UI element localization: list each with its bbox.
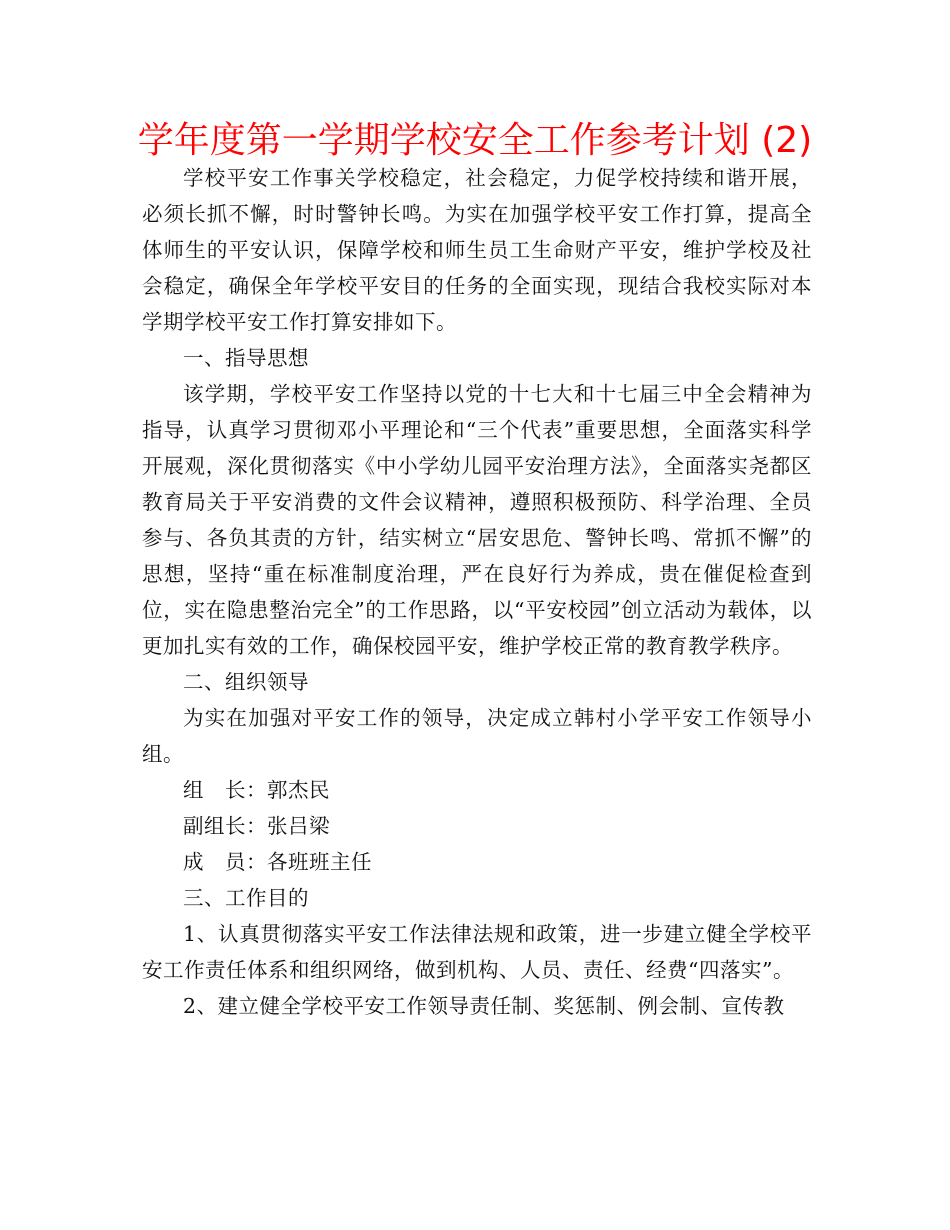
- deputy-leader-line: 副组长：张吕梁: [183, 814, 330, 838]
- intro-paragraph: 学校平安工作事关学校稳定，社会稳定，力促学校持续和谐开展，必须长抓不懈，时时警钟长鸣。为实在加强学校平安工作打算，提高全体师生的平安认识，保障学校和师生员工生命财产平安，维护学校及社会稳定，确保全年学校平安目的任务的全面实现，现结合我校实际对本学期学校平安工作打算安排如下。: [142, 166, 812, 334]
- goal-item-1: 1、认真贯彻落实平安工作法律法规和政策，进一步建立健全学校平安工作责任体系和组织网络，做到机构、人员、责任、经费“四落实”。: [142, 922, 812, 982]
- members-line: 成 员：各班班主任: [183, 850, 372, 874]
- document-body: [142, 160, 812, 1024]
- organization-paragraph: 为实在加强对平安工作的领导，决定成立韩村小学平安工作领导小组。: [142, 706, 812, 766]
- section-heading-organization: 二、组织领导: [183, 670, 309, 694]
- section-heading-guiding-thought: 一、指导思想: [183, 346, 309, 370]
- document-title: 学年度第一学期学校安全工作参考计划 (2): [137, 120, 813, 161]
- goal-item-2: 2、建立健全学校平安工作领导责任制、奖惩制、例会制、宣传教: [183, 994, 785, 1018]
- section-heading-work-goals: 三、工作目的: [183, 886, 309, 910]
- guiding-thought-paragraph: 该学期，学校平安工作坚持以党的十七大和十七届三中全会精神为指导，认真学习贯彻邓小平理论和“三个代表”重要思想，全面落实科学开展观，深化贯彻落实《中小学幼儿园平安治理方法》，全面落实尧都区教育局关于平安消费的文件会议精神，遵照积极预防、科学治理、全员参与、各负其责的方针，结实树立“居安思危、警钟长鸣、常抓不懈”的思想，坚持“重在标准制度治理，严在良好行为养成，贵在催促检查到位，实在隐患整治完全”的工作思路，以“平安校园”创立活动为载体，以更加扎实有效的工作，确保校园平安，维护学校正常的教育教学秩序。: [142, 382, 812, 658]
- team-leader-line: 组 长：郭杰民: [183, 778, 330, 802]
